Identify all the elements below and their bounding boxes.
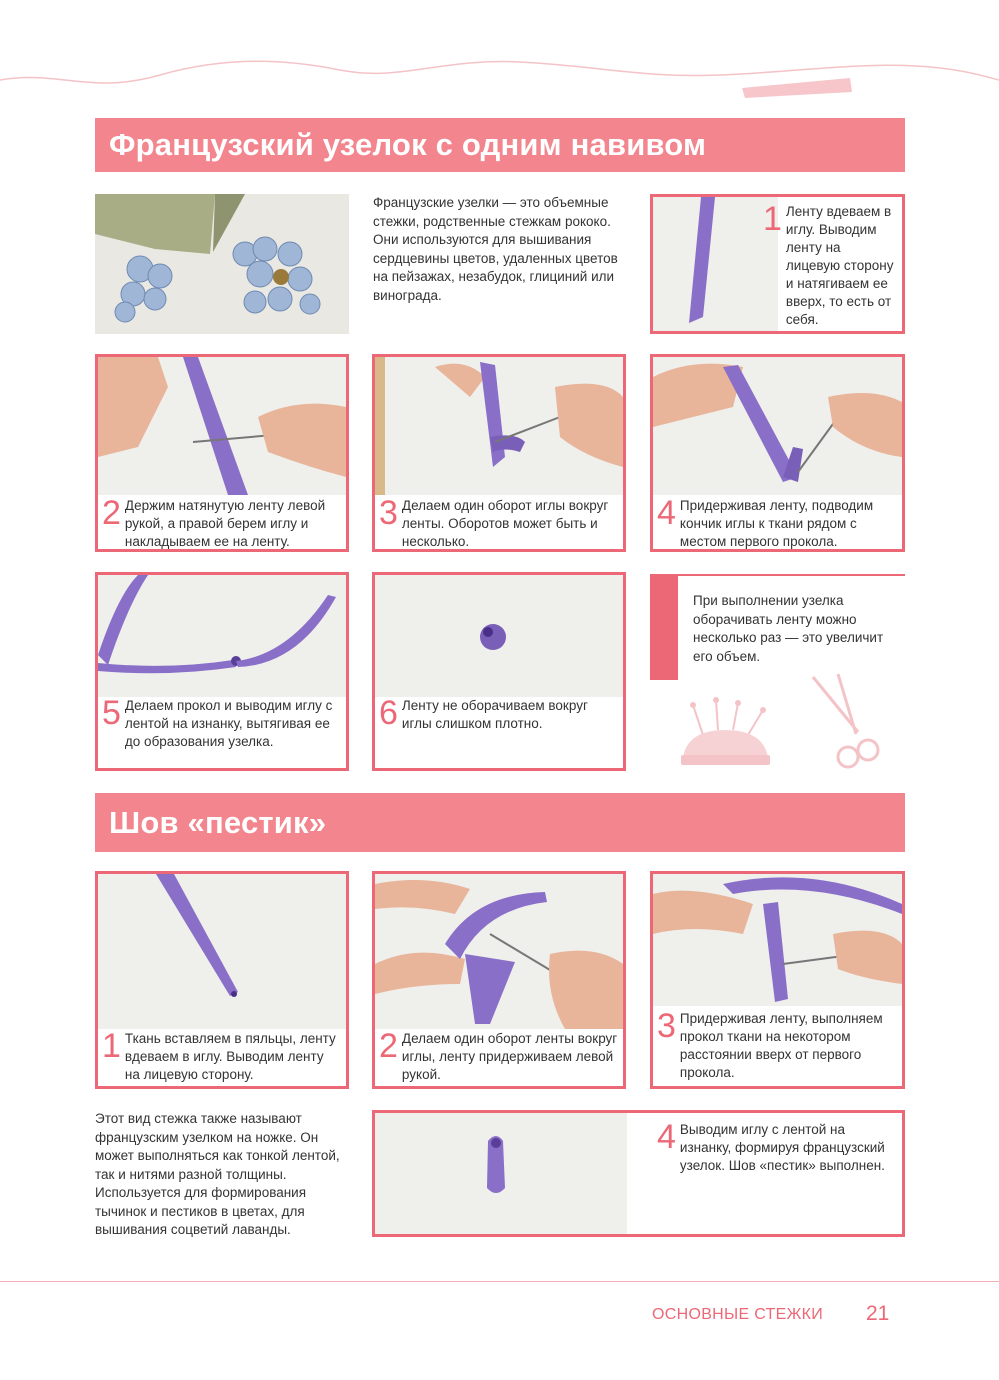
step-photo — [375, 575, 623, 697]
step-panel-2 — [372, 871, 626, 1089]
step-text: Делаем прокол и выводим иглу с лентой на изнанку, вытягивая ее до образования узелка. — [124, 698, 333, 749]
scissors-icon — [808, 672, 898, 772]
step-text: Придерживая ленту, выполняем прокол ткани на некотором расстоянии вверх от первого прокола. — [679, 1011, 883, 1080]
step-number: 4 — [657, 494, 676, 532]
footer-divider — [0, 1281, 999, 1282]
step-text: Ленту вдеваем в иглу. Выводим ленту на лицевую сторону и натягиваем ее вверх, то есть от себя. — [785, 204, 894, 327]
step-text: Делаем один оборот иглы вокруг ленты. Оборотов может быть и несколько. — [401, 498, 609, 549]
tip-text: При выполнении узелка оборачивать ленту можно несколько раз — это увеличит его объем. — [693, 593, 884, 664]
step-text: Придерживая ленту, подводим кончик иглы к ткани рядом с местом первого прокола. — [679, 498, 874, 549]
step-text: Ленту не оборачиваем вокруг иглы слишком плотно. — [401, 698, 588, 731]
step-panel-1 — [95, 871, 349, 1089]
step-text: Держим натянутую ленту левой рукой, а правой берем иглу и накладываем ее на ленту. — [124, 498, 326, 549]
step-text: Выводим иглу с лентой на изнанку, формируя французский узелок. Шов «пестик» выполнен. — [679, 1122, 885, 1173]
step-number: 3 — [657, 1007, 676, 1045]
step-text: Ткань вставляем в пяльцы, ленту вдеваем в иглу. Выводим ленту на лицевую сторону. — [124, 1031, 336, 1082]
step-text: Делаем один оборот ленты вокруг иглы, ленту придерживаем левой рукой. — [401, 1031, 618, 1082]
section-title-banner — [95, 793, 905, 852]
section-title: Французский узелок с одним навивом — [109, 127, 707, 162]
intro-text: Этот вид стежка также называют французским узелком на ножке. Он может выполняться как тонкой лентой, так и нитями разной толщины. Используется для формирования тычинок и пестиков в цветах, для вышивания соцветий лаванды. — [95, 1111, 340, 1237]
footer-section-name: ОСНОВНЫЕ СТЕЖКИ — [652, 1306, 824, 1323]
tip-box — [650, 574, 905, 680]
step-number: 6 — [379, 694, 398, 732]
step-panel-4 — [650, 354, 905, 552]
step-photo — [375, 874, 623, 1029]
tip-accent-bar — [650, 574, 678, 680]
step-photo — [98, 575, 346, 697]
tip-top-rule — [678, 574, 905, 576]
step-photo — [375, 1113, 627, 1234]
section-title-banner — [95, 118, 905, 172]
section-title: Шов «пестик» — [109, 804, 327, 840]
step-photo — [98, 357, 346, 495]
page-number: 21 — [866, 1302, 890, 1325]
step-photo — [98, 874, 346, 1029]
step-number: 5 — [102, 694, 121, 732]
step-number: 1 — [763, 200, 782, 238]
step-panel-2 — [95, 354, 349, 552]
step-panel-3 — [372, 354, 626, 552]
step-number: 4 — [657, 1118, 676, 1156]
step-number: 1 — [102, 1027, 121, 1065]
step-photo — [653, 874, 902, 1006]
step-panel-1 — [650, 194, 905, 334]
step-number: 2 — [102, 494, 121, 532]
knots-photo — [95, 194, 349, 334]
step-photo — [375, 357, 623, 495]
wave-decoration — [0, 40, 999, 110]
step-photo — [653, 357, 902, 495]
step-panel-4 — [372, 1110, 905, 1237]
step-number: 2 — [379, 1027, 398, 1065]
step-panel-5 — [95, 572, 349, 771]
step-number: 3 — [379, 494, 398, 532]
step-panel-3 — [650, 871, 905, 1089]
step-panel-6 — [372, 572, 626, 771]
step-photo — [653, 197, 778, 331]
pincushion-icon — [678, 695, 773, 770]
intro-text: Французские узелки — это объемные стежки, родственные стежкам рококо. Они используются для вышивания сердцевины цветов, удаленных цветов на пейзажах, незабудок, глициний или винограда. — [373, 195, 618, 303]
